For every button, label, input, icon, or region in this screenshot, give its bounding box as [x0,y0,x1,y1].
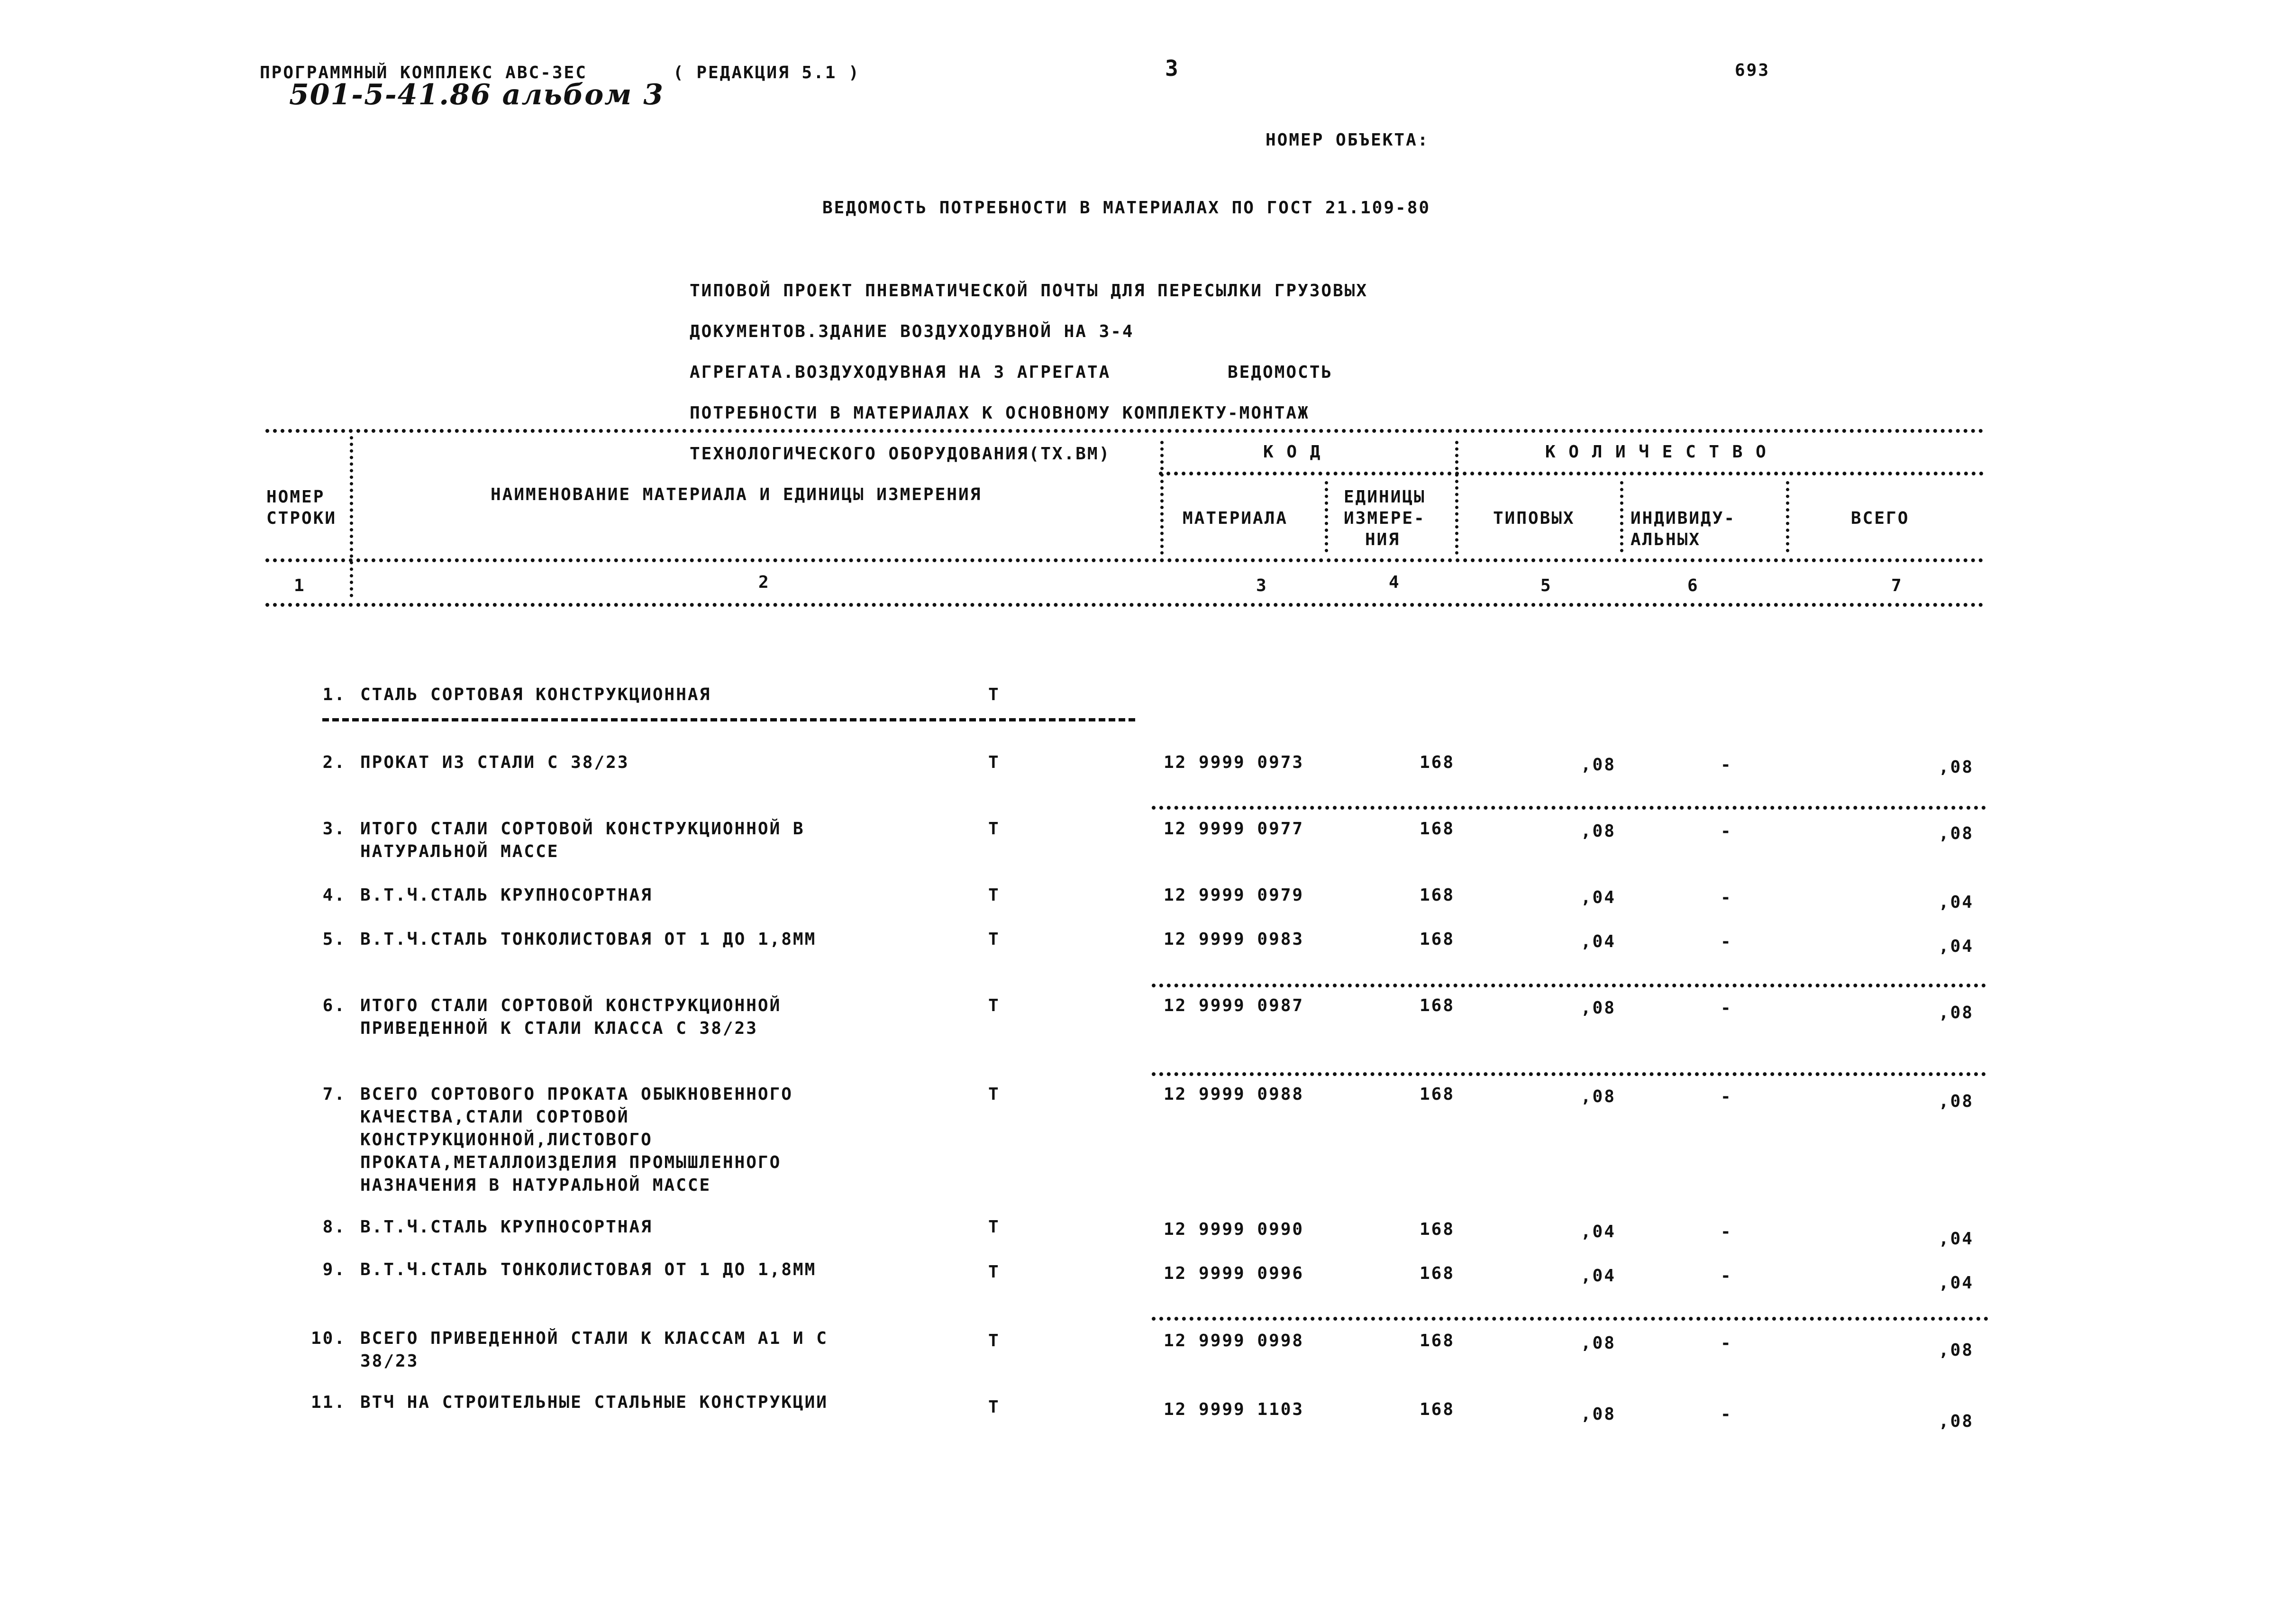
row-number: 3. [322,819,346,839]
header-row-no: НОМЕР [266,487,325,507]
row-number: 1. [322,685,346,704]
project-line: АГРЕГАТА.ВОЗДУХОДУВНАЯ НА 3 АГРЕГАТА ВЕДОМОСТЬ [690,363,1333,382]
column-number: 2 [758,573,770,592]
unit-label: Т [988,996,1000,1015]
unit-label: Т [988,1397,1000,1417]
individual-qty: - [1721,1405,1732,1424]
material-code: 12 9999 0977 [1164,819,1304,839]
typical-qty: ,04 [1581,888,1616,907]
subtotal-rule [1152,984,1986,987]
typical-qty: ,08 [1581,998,1616,1018]
total-qty: ,08 [1939,1341,1974,1360]
colnum-bottom-rule [265,603,1984,607]
material-code: 12 9999 0988 [1164,1085,1304,1104]
total-qty: ,08 [1939,824,1974,843]
total-qty: ,04 [1939,1273,1974,1293]
object-number-label: НОМЕР ОБЪЕКТА: [1266,130,1430,150]
typical-qty: ,04 [1581,1266,1616,1286]
header-row-no: СТРОКИ [266,509,337,528]
row-number: 7. [322,1085,346,1104]
unit-label: Т [988,819,1000,839]
project-line: ДОКУМЕНТОВ.ЗДАНИЕ ВОЗДУХОДУВНОЙ НА 3-4 [690,322,1134,341]
header-bottom-rule [265,558,1984,562]
unit-label: Т [988,753,1000,772]
typical-qty: ,08 [1581,1405,1616,1424]
column-number: 4 [1389,573,1401,592]
header-material-code: МАТЕРИАЛА [1183,509,1288,528]
row-number: 8. [322,1217,346,1237]
header-quantity-group: К О Л И Ч Е С Т В О [1545,442,1767,462]
column-number: 7 [1891,576,1903,595]
material-code: 12 9999 0979 [1164,885,1304,905]
typical-qty: ,08 [1581,755,1616,775]
material-name: ВСЕГО СОРТОВОГО ПРОКАТА ОБЫКНОВЕННОГО КАЧЕСТВА,СТАЛИ СОРТОВОЙ КОНСТРУКЦИОННОЙ,ЛИСТОВОГО ПРОКАТА,МЕТАЛЛОИЗДЕЛИЯ ПРОМЫШЛЕННОГО НАЗНАЧЕНИЯ В НАТУРАЛЬНОЙ МАССЕ [360,1085,793,1195]
material-name: В.Т.Ч.СТАЛЬ ТОНКОЛИСТОВАЯ ОТ 1 ДО 1,8ММ [360,1260,817,1279]
column-number: 5 [1540,576,1552,595]
unit-label: Т [988,930,1000,949]
material-name: В.Т.Ч.СТАЛЬ КРУПНОСОРТНАЯ [360,1217,653,1237]
unit-code: 168 [1420,996,1455,1015]
individual-qty: - [1721,1087,1732,1106]
typical-qty: ,04 [1581,1222,1616,1241]
col-separator [1325,481,1328,552]
code-group-rule [1159,472,1984,475]
subtotal-rule [1152,1072,1986,1076]
material-name: В.Т.Ч.СТАЛЬ ТОНКОЛИСТОВАЯ ОТ 1 ДО 1,8ММ [360,930,817,949]
edition-label: ( РЕДАКЦИЯ 5.1 ) [673,63,860,82]
typical-qty: ,08 [1581,1333,1616,1353]
individual-qty: - [1721,932,1732,951]
total-qty: ,08 [1939,757,1974,777]
header-unit: ЕДИНИЦЫ [1344,487,1426,507]
unit-label: Т [988,685,1000,704]
column-number: 1 [294,576,306,595]
col-separator [350,436,353,597]
header-code-group: К О Д [1263,442,1322,462]
header-unit: ИЗМЕРЕ- [1344,509,1426,528]
individual-qty: - [1721,888,1732,907]
row-number: 4. [322,885,346,905]
header-material-name: НАИМЕНОВАНИЕ МАТЕРИАЛА И ЕДИНИЦЫ ИЗМЕРЕНИЯ [491,485,982,504]
header-unit: НИЯ [1365,530,1401,549]
subtotal-rule [1152,806,1986,810]
unit-code: 168 [1420,885,1455,905]
unit-code: 168 [1420,1400,1455,1419]
total-qty: ,04 [1939,1229,1974,1249]
material-name: ВСЕГО ПРИВЕДЕННОЙ СТАЛИ К КЛАССАМ А1 И С 38/23 [360,1329,828,1371]
individual-qty: - [1721,998,1732,1018]
column-number: 6 [1687,576,1699,595]
material-name: В.Т.Ч.СТАЛЬ КРУПНОСОРТНАЯ [360,885,653,905]
total-qty: ,04 [1939,893,1974,912]
material-name: ИТОГО СТАЛИ СОРТОВОЙ КОНСТРУКЦИОННОЙ ПРИВЕДЕННОЙ К СТАЛИ КЛАССА С 38/23 [360,996,782,1038]
project-line: ТЕХНОЛОГИЧЕСКОГО ОБОРУДОВАНИЯ(ТХ.ВМ) [690,444,1111,464]
unit-code: 168 [1420,1331,1455,1350]
page-number: 3 [1165,55,1180,81]
sheet-number: 693 [1735,61,1770,80]
material-name: ВТЧ НА СТРОИТЕЛЬНЫЕ СТАЛЬНЫЕ КОНСТРУКЦИИ [360,1393,828,1412]
unit-label: Т [988,1331,1000,1350]
individual-qty: - [1721,755,1732,775]
material-code: 12 9999 0998 [1164,1331,1304,1350]
unit-code: 168 [1420,1264,1455,1283]
row-number: 2. [322,753,346,772]
subtotal-rule [1152,1317,1988,1321]
unit-code: 168 [1420,1220,1455,1239]
individual-qty: - [1721,1266,1732,1286]
total-qty: ,08 [1939,1412,1974,1431]
material-code: 12 9999 0990 [1164,1220,1304,1239]
typical-qty: ,04 [1581,932,1616,951]
header-typical: ТИПОВЫХ [1493,509,1575,528]
section-underline [322,718,1135,721]
typical-qty: ,08 [1581,1087,1616,1106]
row-number: 10. [310,1329,346,1348]
document-title: ВЕДОМОСТЬ ПОТРЕБНОСТИ В МАТЕРИАЛАХ ПО ГОСТ 21.109-80 [822,198,1431,218]
header-individual: ИНДИВИДУ- [1630,509,1736,528]
unit-code: 168 [1420,753,1455,772]
unit-label: Т [988,885,1000,905]
col-separator [1455,441,1458,555]
total-qty: ,08 [1939,1003,1974,1022]
row-number: 5. [322,930,346,949]
unit-label: Т [988,1262,1000,1282]
table-top-rule [265,429,1984,433]
material-code: 12 9999 1103 [1164,1400,1304,1419]
individual-qty: - [1721,1333,1732,1353]
col-separator [1160,441,1164,555]
individual-qty: - [1721,821,1732,841]
material-code: 12 9999 0973 [1164,753,1304,772]
project-line: ТИПОВОЙ ПРОЕКТ ПНЕВМАТИЧЕСКОЙ ПОЧТЫ ДЛЯ ПЕРЕСЫЛКИ ГРУЗОВЫХ [690,281,1368,301]
header-total: ВСЕГО [1851,509,1910,528]
individual-qty: - [1721,1222,1732,1241]
header-individual: АЛЬНЫХ [1630,530,1701,549]
handwritten-album-note: 501-5-41.86 альбом 3 [289,78,664,111]
column-number: 3 [1256,576,1268,595]
unit-code: 168 [1420,819,1455,839]
material-code: 12 9999 0996 [1164,1264,1304,1283]
row-number: 11. [310,1393,346,1412]
unit-code: 168 [1420,930,1455,949]
material-code: 12 9999 0983 [1164,930,1304,949]
unit-label: Т [988,1085,1000,1104]
typical-qty: ,08 [1581,821,1616,841]
total-qty: ,08 [1939,1092,1974,1111]
material-name: ИТОГО СТАЛИ СОРТОВОЙ КОНСТРУКЦИОННОЙ В НАТУРАЛЬНОЙ МАССЕ [360,819,805,861]
project-line: ПОТРЕБНОСТИ В МАТЕРИАЛАХ К ОСНОВНОМУ КОМПЛЕКТУ-МОНТАЖ [690,403,1310,423]
material-name: СТАЛЬ СОРТОВАЯ КОНСТРУКЦИОННАЯ [360,685,711,704]
material-code: 12 9999 0987 [1164,996,1304,1015]
unit-label: Т [988,1217,1000,1237]
material-name: ПРОКАТ ИЗ СТАЛИ С 38/23 [360,753,629,772]
unit-code: 168 [1420,1085,1455,1104]
row-number: 9. [322,1260,346,1279]
program-name: ПРОГРАММНЫЙ КОМПЛЕКС АВС-3ЕС [260,63,587,82]
col-separator [1620,481,1623,552]
col-separator [1786,481,1789,552]
row-number: 6. [322,996,346,1015]
total-qty: ,04 [1939,937,1974,956]
